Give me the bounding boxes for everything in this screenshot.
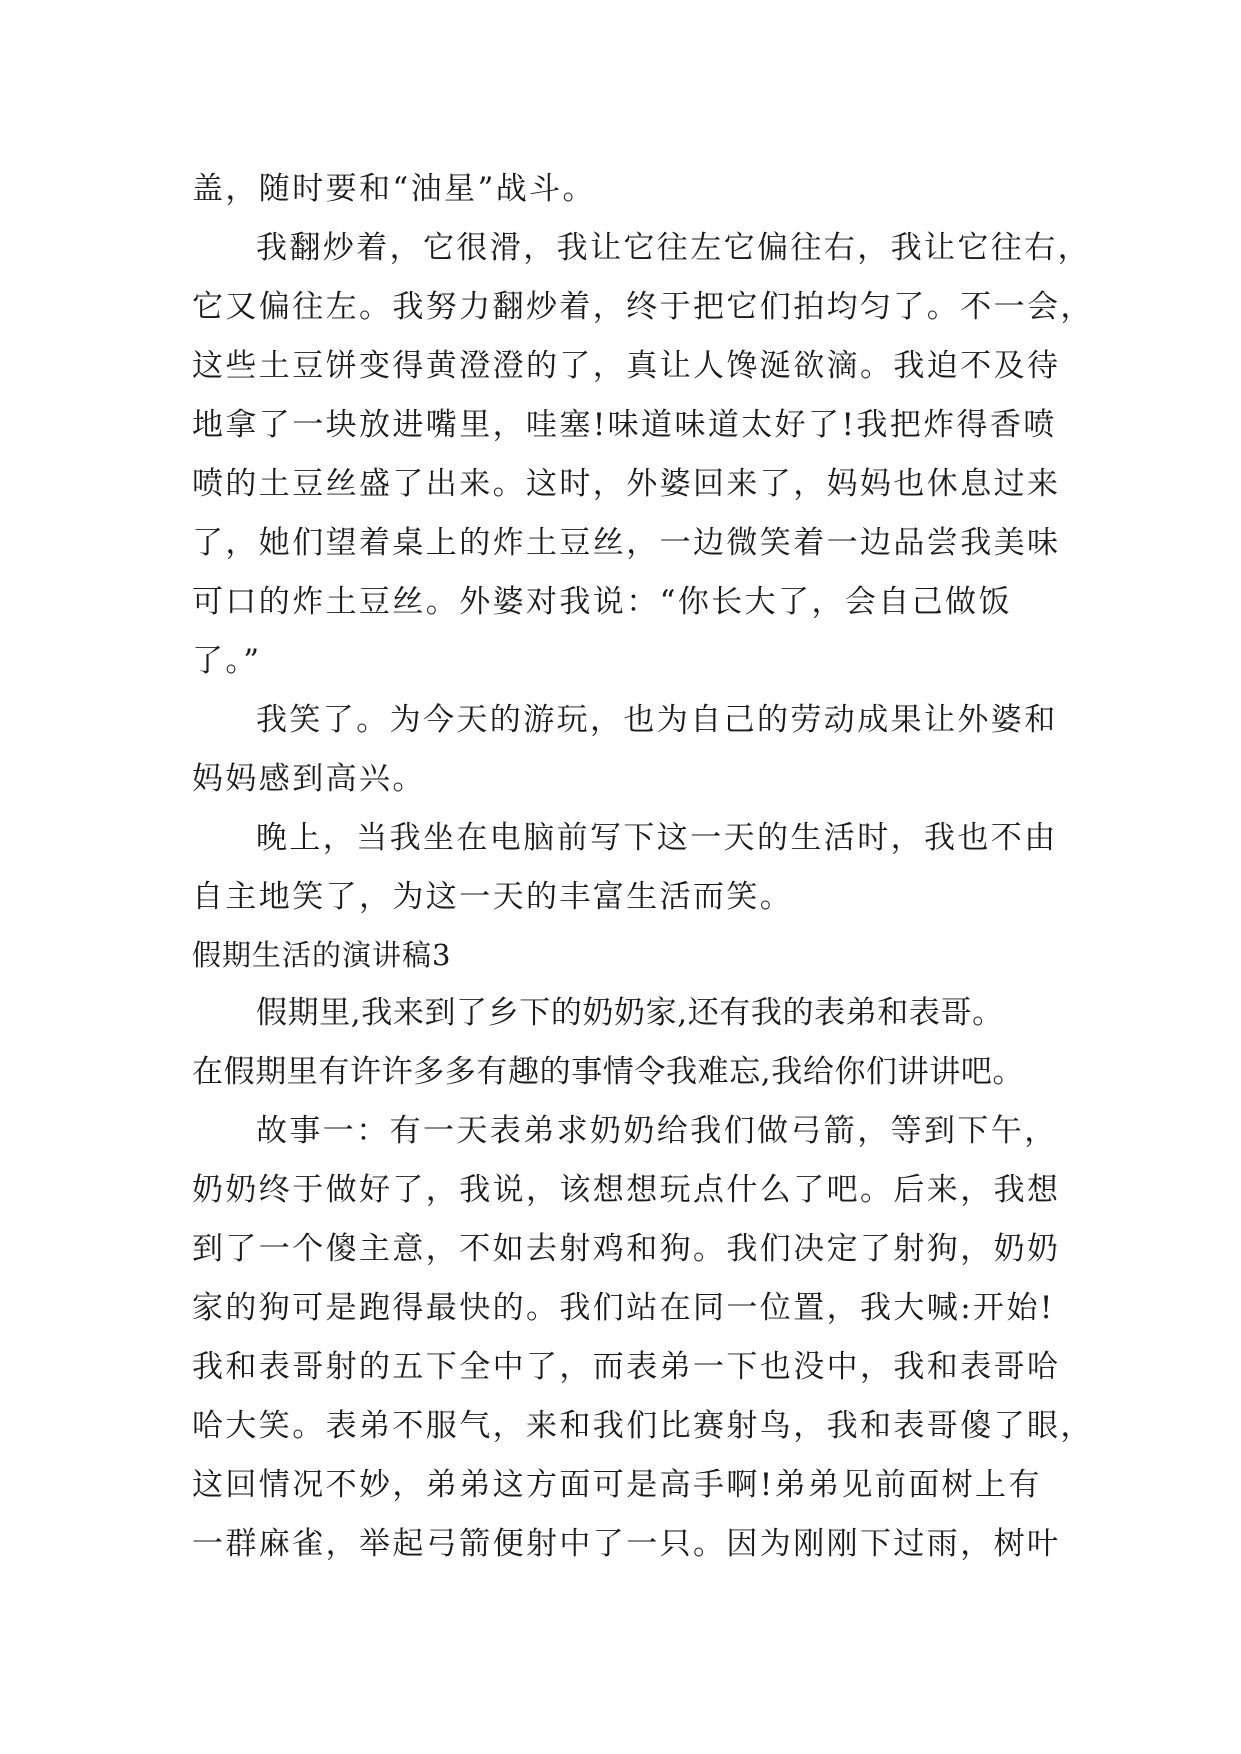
- document-page: [192, 160, 1094, 1574]
- paragraph-start-line: 我翻炒着，它很滑，我让它往左它偏往右，我让它往右，: [256, 230, 1091, 266]
- text-line: 在假期里有许许多多有趣的事情令我难忘,我给你们讲讲吧。: [192, 1054, 1025, 1090]
- text-line: 了。”: [192, 643, 262, 679]
- text-line: 这回情况不妙，弟弟这方面可是高手啊!弟弟见前面树上有: [192, 1467, 1042, 1503]
- text-line: 哈大笑。表弟不服气，来和我们比赛射鸟，我和表哥傻了眼，: [192, 1408, 1094, 1444]
- paragraph-start-line: 我笑了。为今天的游玩，也为自己的劳动成果让外婆和: [256, 702, 1058, 738]
- text-line: 到了一个傻主意，不如去射鸡和狗。我们决定了射狗，奶奶: [192, 1231, 1061, 1267]
- section-heading: 假期生活的演讲稿3: [192, 938, 452, 972]
- text-line: 了，她们望着桌上的炸土豆丝，一边微笑着一边品尝我美味: [192, 525, 1061, 561]
- text-line: 奶奶终于做好了，我说，该想想玩点什么了吧。后来，我想: [192, 1172, 1061, 1208]
- text-line: 可口的炸土豆丝。外婆对我说：“你长大了，会自己做饭: [192, 584, 1012, 620]
- text-line: 这些土豆饼变得黄澄澄的了，真让人馋涎欲滴。我迫不及待: [192, 348, 1061, 384]
- paragraph-start-line: 假期里,我来到了乡下的奶奶家,还有我的表弟和表哥。: [256, 995, 1004, 1031]
- text-line: 家的狗可是跑得最快的。我们站在同一位置，我大喊:开始!: [192, 1290, 1055, 1326]
- text-line: 盖，随时要和“油星”战斗。: [192, 171, 596, 207]
- paragraph-start-line: 晚上，当我坐在电脑前写下这一天的生活时，我也不由: [256, 820, 1058, 856]
- paragraph-start-line: 故事一：有一天表弟求奶奶给我们做弓箭，等到下午，: [256, 1113, 1058, 1149]
- text-line: 喷的土豆丝盛了出来。这时，外婆回来了，妈妈也休息过来: [192, 466, 1061, 502]
- text-line: 我和表哥射的五下全中了，而表弟一下也没中，我和表哥哈: [192, 1349, 1061, 1385]
- text-line: 它又偏往左。我努力翻炒着，终于把它们拍均匀了。不一会，: [192, 289, 1094, 325]
- text-line: 地拿了一块放进嘴里，哇塞!味道味道太好了!我把炸得香喷: [192, 407, 1057, 443]
- text-line: 一群麻雀，举起弓箭便射中了一只。因为刚刚下过雨，树叶: [192, 1526, 1061, 1562]
- text-line: 自主地笑了，为这一天的丰富生活而笑。: [192, 879, 794, 915]
- text-line: 妈妈感到高兴。: [192, 761, 426, 797]
